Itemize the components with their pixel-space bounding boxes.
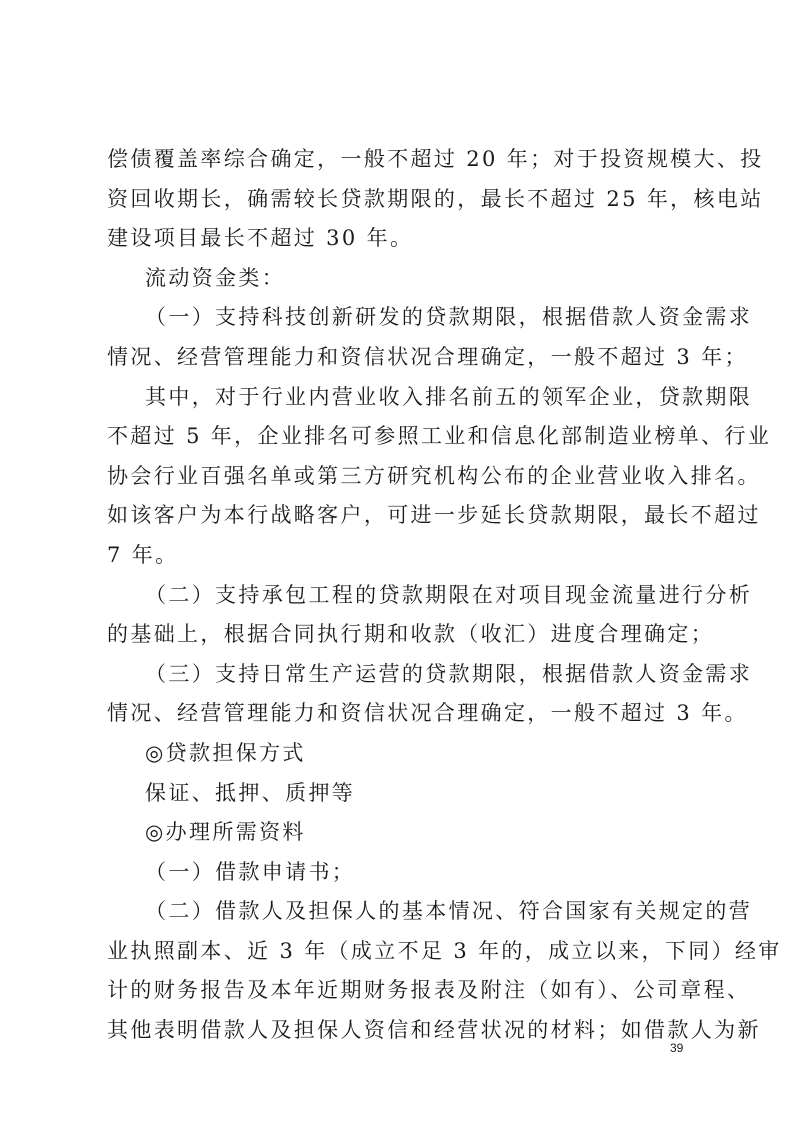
text-line: 计的财务报告及本年近期财务报表及附注（如有）、公司章程、 — [107, 978, 751, 1003]
text-line: 其中，对于行业内营业收入排名前五的领军企业，贷款期限 — [145, 384, 753, 409]
text-line: （二）借款人及担保人的基本情况、符合国家有关规定的营 — [145, 899, 753, 924]
text-line: （一）借款申请书； — [145, 859, 356, 884]
text-line: 保证、抵押、质押等 — [145, 780, 356, 805]
document-body — [107, 140, 782, 1051]
text-line: 协会行业百强名单或第三方研究机构公布的企业营业收入排名。 — [107, 463, 761, 488]
section-heading-materials: ◎办理所需资料 — [145, 820, 306, 845]
section-heading-working-capital: 流动资金类： — [145, 265, 286, 290]
text-line: 情况、经营管理能力和资信状况合理确定，一般不超过 3 年； — [107, 344, 748, 369]
text-line: 如该客户为本行战略客户，可进一步延长贷款期限，最长不超过 — [107, 503, 761, 528]
text-line: 业执照副本、近 3 年（成立不足 3 年的，成立以来，下同）经审 — [107, 938, 782, 963]
text-line: 建设项目最长不超过 30 年。 — [107, 226, 414, 251]
text-line: 情况、经营管理能力和资信状况合理确定，一般不超过 3 年。 — [107, 701, 748, 726]
text-line: 不超过 5 年，企业排名可参照工业和信息化部制造业榜单、行业 — [107, 424, 772, 449]
text-line: 偿债覆盖率综合确定，一般不超过 20 年；对于投资规模大、投 — [107, 147, 764, 171]
page-number: 39 — [670, 1041, 684, 1055]
text-line: （二）支持承包工程的贷款期限在对项目现金流量进行分析 — [145, 582, 753, 607]
text-line: 的基础上，根据合同执行期和收款（收汇）进度合理确定； — [107, 622, 715, 647]
text-line: （一）支持科技创新研发的贷款期限，根据借款人资金需求 — [145, 305, 753, 330]
text-line: 资回收期长，确需较长贷款期限的，最长不超过 25 年，核电站 — [107, 186, 764, 211]
text-line: 其他表明借款人及担保人资信和经营状况的材料；如借款人为新 — [107, 1018, 761, 1043]
text-line: （三）支持日常生产运营的贷款期限，根据借款人资金需求 — [145, 661, 753, 686]
section-heading-guarantee: ◎贷款担保方式 — [145, 740, 306, 765]
text-line: 7 年。 — [107, 542, 179, 567]
